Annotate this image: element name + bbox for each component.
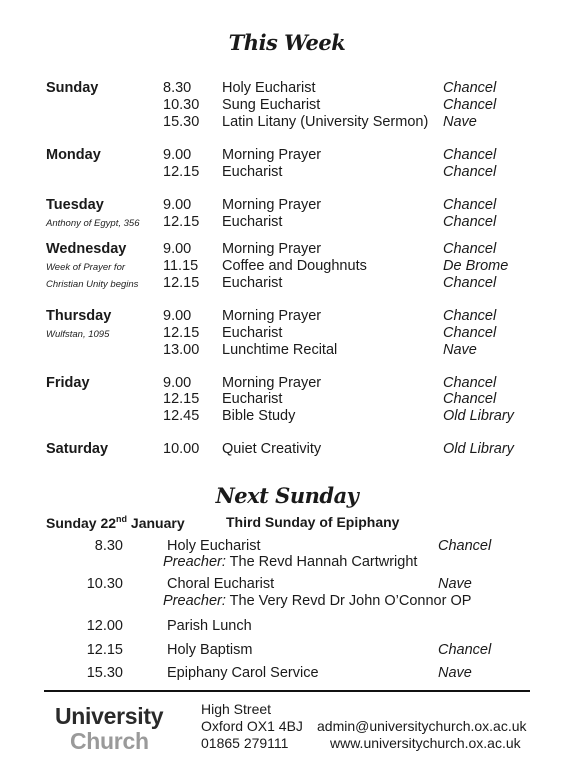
date-suffix: nd (116, 514, 128, 524)
next-sunday-occasion: Third Sunday of Epiphany (226, 514, 400, 530)
day-monday: Monday (46, 147, 101, 163)
day-tuesday: Tuesday (46, 197, 104, 213)
service-venue: Nave (438, 665, 472, 681)
service-time: 9.00 (163, 308, 192, 324)
address-line2: Oxford OX1 4BJ (201, 718, 303, 734)
service-event: Holy Baptism (167, 642, 253, 658)
service-time: 11.15 (163, 258, 199, 274)
service-event: Morning Prayer (222, 197, 322, 213)
service-event: Choral Eucharist (167, 576, 275, 592)
service-event: Coffee and Doughnuts (222, 258, 367, 274)
service-venue: Chancel (443, 375, 497, 391)
service-time: 13.00 (163, 342, 200, 358)
service-time: 9.00 (163, 147, 192, 163)
day-friday: Friday (46, 375, 90, 391)
service-event: Sung Eucharist (222, 97, 321, 113)
day-note: Week of Prayer for (46, 262, 126, 273)
service-venue: Chancel (443, 325, 497, 341)
email-link[interactable]: admin@universitychurch.ox.ac.uk (317, 718, 527, 734)
service-time: 8.30 (163, 80, 192, 96)
day-note: Anthony of Egypt, 356 (46, 218, 140, 229)
service-time: 10.30 (86, 576, 123, 592)
service-time: 12.00 (86, 618, 123, 634)
day-saturday: Saturday (46, 441, 109, 457)
service-event: Lunchtime Recital (222, 342, 338, 358)
service-time: 12.45 (163, 408, 200, 424)
footer-divider (44, 690, 530, 692)
day-note: Christian Unity begins (46, 279, 139, 290)
service-event: Morning Prayer (222, 308, 322, 324)
service-time: 12.15 (163, 164, 200, 180)
this-week-heading: This Week (228, 30, 346, 55)
service-venue: Chancel (443, 80, 497, 96)
service-venue: Chancel (438, 538, 492, 554)
address-line1: High Street (201, 701, 272, 717)
service-event: Eucharist (222, 275, 283, 291)
preacher-label: Preacher: (163, 593, 226, 609)
service-preacher (163, 593, 471, 609)
service-preacher (163, 554, 417, 570)
preacher-name: The Revd Hannah Cartwright (225, 554, 418, 570)
service-event: Holy Eucharist (167, 538, 261, 554)
service-venue: Nave (438, 576, 472, 592)
service-time: 15.30 (86, 665, 123, 681)
service-event: Quiet Creativity (222, 441, 322, 457)
service-venue: Chancel (443, 197, 497, 213)
phone-number: 01865 279111 (201, 735, 289, 751)
service-event: Parish Lunch (167, 618, 252, 634)
service-event: Holy Eucharist (222, 80, 316, 96)
service-event: Morning Prayer (222, 241, 322, 257)
service-venue: Chancel (443, 147, 497, 163)
service-event: Bible Study (222, 408, 296, 424)
next-sunday-heading: Next Sunday (215, 483, 359, 508)
day-wednesday: Wednesday (46, 241, 127, 257)
service-event: Latin Litany (University Sermon) (222, 114, 429, 130)
service-time: 10.00 (163, 441, 200, 457)
logo-church: Church (70, 728, 149, 754)
date-month: January (127, 515, 185, 531)
service-venue: Chancel (443, 275, 497, 291)
day-thursday: Thursday (46, 308, 112, 324)
service-event: Eucharist (222, 325, 283, 341)
service-time: 9.00 (163, 197, 192, 213)
service-time: 12.15 (86, 642, 123, 658)
service-venue: Chancel (443, 214, 497, 230)
logo-university: University (55, 703, 164, 729)
service-event: Eucharist (222, 214, 283, 230)
website-link[interactable]: www.universitychurch.ox.ac.uk (330, 735, 521, 751)
service-venue: Chancel (443, 164, 497, 180)
service-venue: Old Library (443, 441, 514, 457)
service-event: Morning Prayer (222, 375, 322, 391)
service-time: 12.15 (163, 325, 200, 341)
preacher-label: Preacher: (163, 554, 226, 570)
service-time: 10.30 (163, 97, 200, 113)
service-venue: Chancel (443, 241, 497, 257)
service-time: 12.15 (163, 275, 200, 291)
day-sunday: Sunday (46, 80, 99, 96)
service-venue: Chancel (438, 642, 492, 658)
service-event: Morning Prayer (222, 147, 322, 163)
service-venue: Old Library (443, 408, 514, 424)
service-venue: Chancel (443, 308, 497, 324)
service-time: 15.30 (163, 114, 200, 130)
preacher-name: The Very Revd Dr John O’Connor OP (225, 593, 472, 609)
day-note: Wulfstan, 1095 (46, 329, 110, 340)
service-time: 12.15 (163, 214, 200, 230)
service-venue: De Brome (443, 258, 509, 274)
next-sunday-date (46, 514, 185, 531)
service-event: Eucharist (222, 164, 283, 180)
date-prefix: Sunday 22 (46, 515, 117, 531)
service-venue: Nave (443, 342, 477, 358)
service-time: 9.00 (163, 375, 192, 391)
service-venue: Chancel (443, 391, 497, 407)
service-event: Epiphany Carol Service (167, 665, 319, 681)
service-time: 8.30 (94, 538, 123, 554)
service-time: 12.15 (163, 391, 200, 407)
service-venue: Chancel (443, 97, 497, 113)
service-event: Eucharist (222, 391, 283, 407)
service-venue: Nave (443, 114, 477, 130)
service-time: 9.00 (163, 241, 192, 257)
